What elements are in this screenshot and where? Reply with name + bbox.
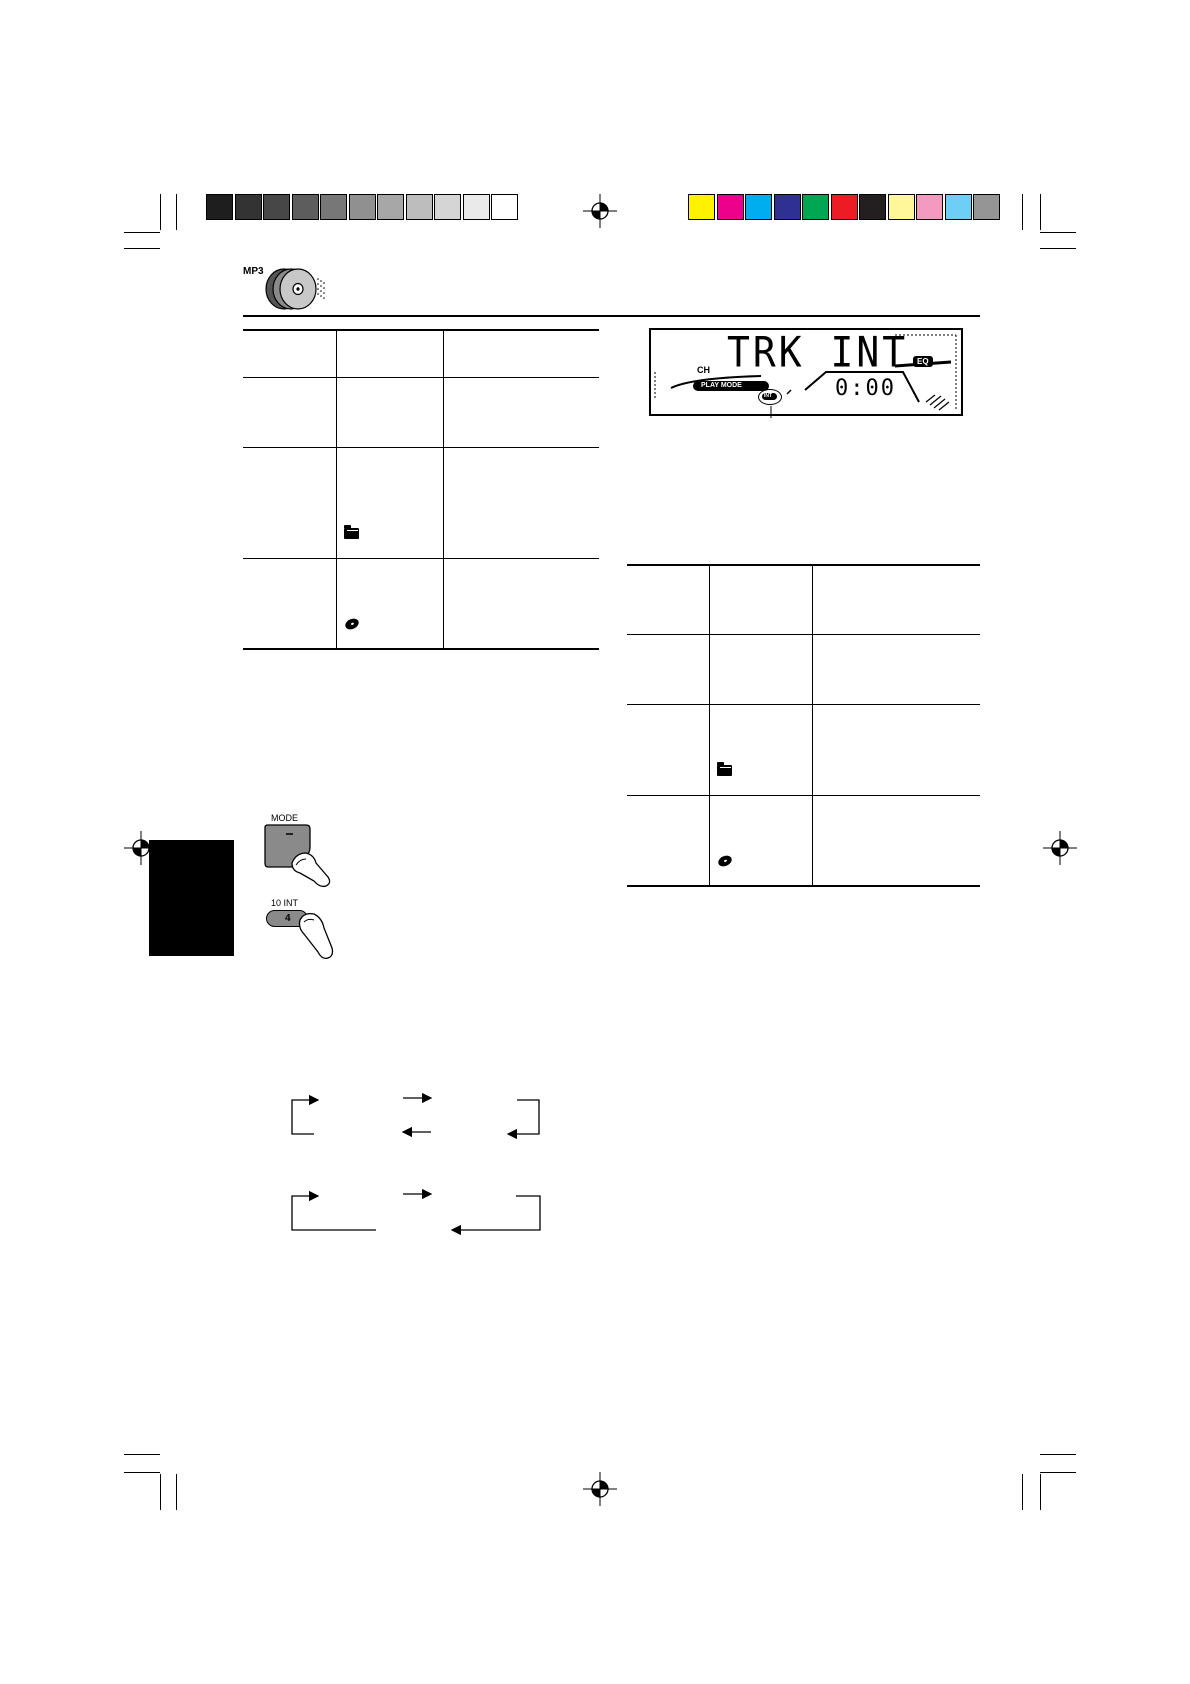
display-ch-label: CH [697, 365, 710, 375]
registration-mark-bottom [583, 1472, 617, 1506]
header-rule [243, 315, 980, 317]
color-swatch [491, 194, 518, 220]
color-swatch [463, 194, 490, 220]
disc-icon [343, 617, 360, 632]
disc-icon [716, 854, 733, 869]
color-swatch [235, 194, 262, 220]
color-swatch [831, 194, 858, 220]
color-swatch [377, 194, 404, 220]
cycle-diagram-1 [288, 1090, 544, 1140]
finger-press-icon [296, 912, 336, 962]
play-mode-indicator: PLAY MODE [693, 381, 769, 391]
color-swatch [945, 194, 972, 220]
color-swatch [745, 194, 772, 220]
color-swatch [688, 194, 715, 220]
table-row [627, 566, 980, 634]
lcd-display [649, 328, 963, 416]
color-swatch [802, 194, 829, 220]
display-main-text: TRK INT [727, 328, 909, 377]
mp3-disc-icon [262, 265, 332, 311]
display-time: 0:00 [835, 376, 896, 401]
color-swatch [263, 194, 290, 220]
registration-mark-top [583, 194, 617, 228]
cycle-diagram-2 [288, 1188, 544, 1236]
right-table [627, 566, 980, 887]
int-indicator: INT [758, 389, 782, 405]
color-swatch [973, 194, 1000, 220]
color-swatch [916, 194, 943, 220]
color-swatch [888, 194, 915, 220]
color-swatch [774, 194, 801, 220]
int-button-label: 10 INT [271, 898, 299, 908]
folder-icon [344, 528, 359, 539]
table-row [243, 558, 599, 649]
table-row [243, 377, 599, 447]
color-swatch [434, 194, 461, 220]
mode-button-label: MODE [271, 813, 298, 823]
table-row [627, 704, 980, 795]
table-row [627, 795, 980, 886]
table-row [243, 331, 599, 377]
section-side-tab [149, 840, 234, 956]
table-row [627, 634, 980, 704]
int-button: 4 [266, 910, 308, 927]
registration-mark-right [1043, 831, 1077, 865]
mode-button-press-illustration [262, 823, 338, 889]
left-table [243, 331, 599, 650]
color-swatch [406, 194, 433, 220]
color-swatch [292, 194, 319, 220]
color-swatch [206, 194, 233, 220]
color-swatch [320, 194, 347, 220]
mp3-label: MP3 [243, 266, 264, 277]
eq-indicator: EQ [913, 356, 933, 367]
color-swatch [859, 194, 886, 220]
table-row [243, 447, 599, 558]
color-swatch [349, 194, 376, 220]
folder-icon [717, 765, 732, 776]
color-swatch [717, 194, 744, 220]
